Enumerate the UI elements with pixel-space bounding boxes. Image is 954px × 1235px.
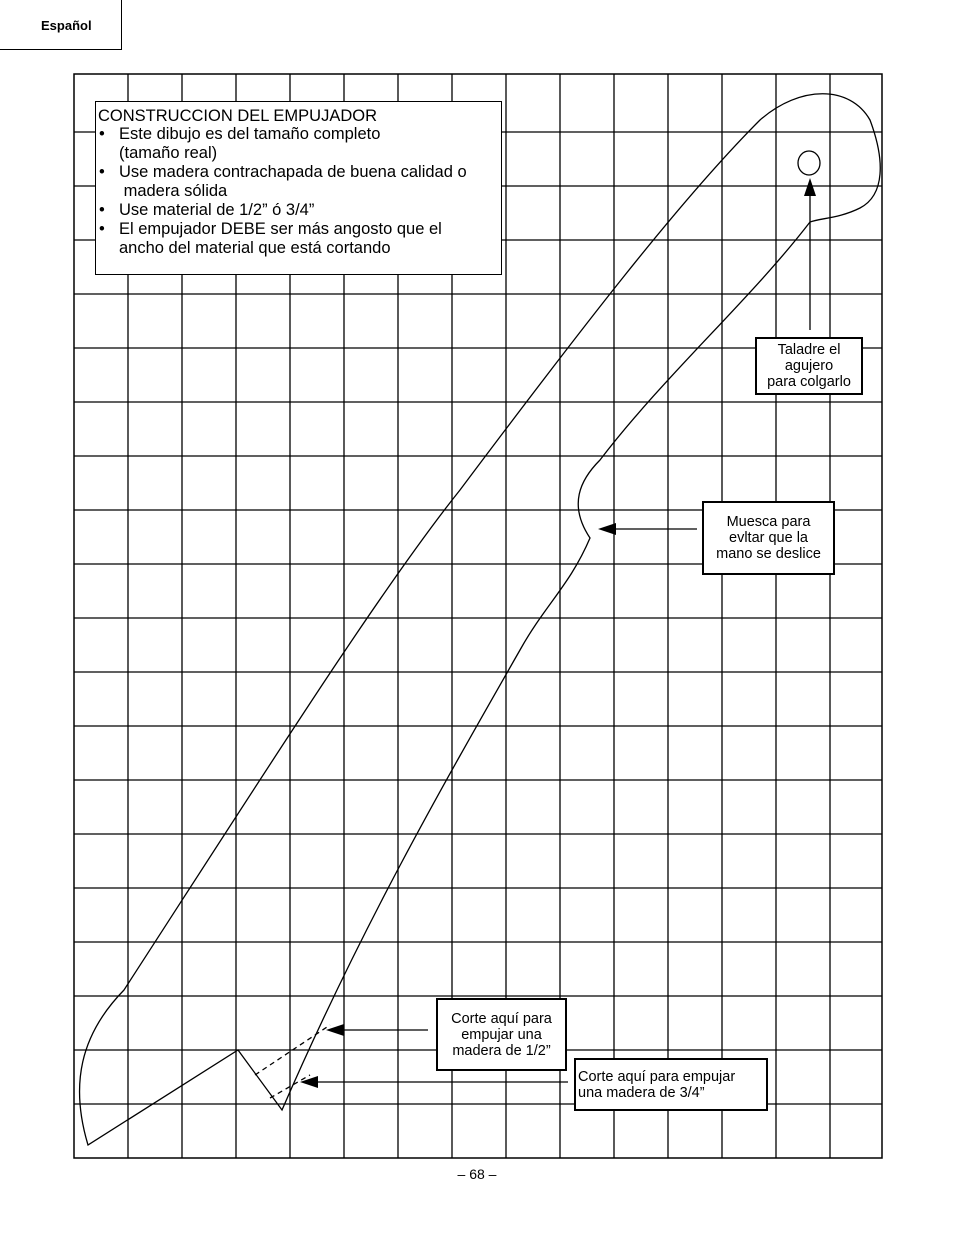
instruction-text: • Use madera contrachapada de buena calidad o bbox=[119, 163, 467, 181]
notch-arrow-head bbox=[598, 523, 616, 535]
callout-text: mano se deslice bbox=[716, 546, 821, 562]
callout-text: agujero bbox=[784, 358, 834, 374]
notch-callout bbox=[702, 501, 835, 575]
callout-text: empujar una bbox=[461, 1026, 542, 1043]
instruction-text: • Este dibujo es del tamaño completo bbox=[119, 125, 381, 143]
callout-text: evltar que la bbox=[729, 530, 808, 546]
instruction-text: madera sólida bbox=[119, 182, 228, 200]
callout-text: para colgarlo bbox=[767, 374, 851, 390]
language-label: Español bbox=[41, 18, 92, 33]
callout-text: Taladre el bbox=[777, 342, 841, 358]
callout-text: Corte aquí para bbox=[451, 1010, 552, 1027]
hole-callout bbox=[755, 337, 863, 395]
callout-text: Corte aquí para empujar bbox=[578, 1068, 736, 1085]
instructions-box bbox=[95, 101, 502, 275]
cut-three-quarter-callout bbox=[574, 1058, 768, 1111]
instruction-text: ancho del material que está cortando bbox=[119, 239, 391, 257]
instructions-list bbox=[98, 125, 497, 258]
page-number: – 68 – bbox=[457, 1166, 497, 1182]
instructions-title: CONSTRUCCION DEL EMPUJADOR bbox=[98, 107, 377, 125]
hanging-hole bbox=[798, 151, 820, 175]
instruction-text: • El empujador DEBE ser más angosto que el bbox=[119, 220, 442, 238]
instruction-item bbox=[98, 125, 497, 163]
instruction-text: (tamaño real) bbox=[119, 144, 218, 162]
callout-text: Muesca para bbox=[726, 514, 811, 530]
hole-arrow-head bbox=[804, 178, 816, 196]
instruction-item bbox=[98, 220, 497, 258]
cut-half-callout bbox=[436, 998, 567, 1071]
cut-three-quarter-arrow-head bbox=[300, 1076, 318, 1088]
instruction-text: • Use material de 1/2” ó 3/4” bbox=[119, 201, 315, 219]
cut-half-arrow-head bbox=[326, 1024, 344, 1036]
callout-text: una madera de 3/4” bbox=[578, 1084, 705, 1101]
instruction-item bbox=[98, 201, 497, 220]
callout-text: madera de 1/2” bbox=[452, 1042, 551, 1059]
instruction-item bbox=[98, 163, 497, 201]
